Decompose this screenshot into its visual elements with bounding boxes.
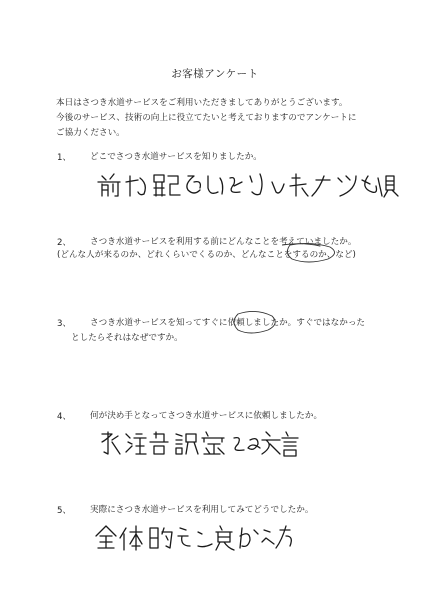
answer-1-handwriting [94,170,394,202]
question-1-number: 1、 [57,153,72,163]
question-3-number: 3、 [57,319,72,329]
question-3-text: さつき水道サービスを知ってすぐに依頼しましたか。すぐではなかった [90,318,366,328]
question-5-text: 実際にさつき水道サービスを利用してみてどうでしたか。 [90,505,314,515]
question-3-text-line2: としたらそれはなぜですか。 [71,333,183,343]
question-5-number: 5、 [57,506,72,516]
page-title: お客様アンケート [171,68,259,80]
question-2-number: 2、 [57,238,72,248]
question-1-text: どこでさつき水道サービスを知りましたか。 [90,152,262,162]
answer-4-handwriting [98,428,278,460]
intro-line: ご協力ください。 [56,128,125,138]
circle-mark [284,241,342,267]
question-4-number: 4、 [57,412,72,422]
answer-5-handwriting [94,522,294,556]
question-4-text: 何が決め手となってさつき水道サービスに依頼しましたか。 [90,411,323,421]
intro-line: 今後のサービス、技術の向上に役立てたいと考えておりますのでアンケートに [56,113,357,123]
circle-mark [230,308,280,340]
intro-line: 本日はさつき水道サービスをご利用いただきましてありがとうございます。 [56,98,348,108]
question-2-text-line2: (どんな人が来るのか、どれくらいでくるのか、どんなことをするのか、など) [57,250,356,260]
question-2-text: さつき水道サービスを利用する前にどんなことを考えていましたか。 [90,237,357,247]
intro-text [56,96,386,141]
